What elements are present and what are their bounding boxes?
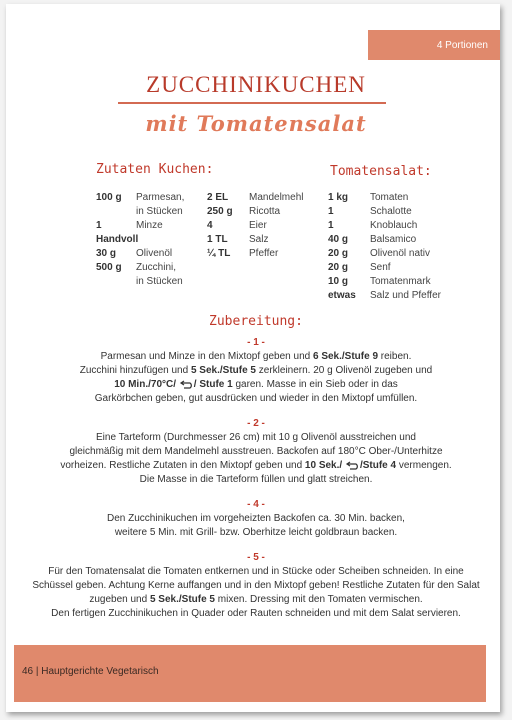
ingredient-row [328, 275, 441, 289]
recipe-title: ZUCCHINIKUCHEN [146, 72, 366, 97]
step-text: Die Masse in die Tarteform füllen und glatt streichen. [139, 474, 373, 485]
ingredient-amount: 20 g [328, 262, 349, 273]
ingredient-row [328, 247, 441, 261]
step-text: Den fertigen Zucchinikuchen in Quader oder Rauten schneiden und mit dem Salat servieren. [51, 608, 461, 619]
step-text: Eine Tarteform (Durchmesser 26 cm) mit 10 g Olivenöl ausstreichen und [96, 432, 416, 443]
step-text: weitere 5 Min. mit Grill- bzw. Oberhitze leicht goldbraun backen. [114, 527, 398, 538]
ingredient-amount: 40 g [328, 234, 349, 245]
step-text: garen. Masse in ein Sieb oder in das [232, 379, 398, 390]
ingredient-name: in Stücken [136, 276, 183, 287]
ingredient-name: Ricotta [249, 206, 281, 217]
recipe-subtitle: mit Tomatensalat [145, 111, 367, 136]
step-text: Zucchini hinzufügen und [79, 365, 191, 376]
step-text: Für den Tomatensalat die Tomaten entkernen und in Stücke oder Scheiben schneiden. In eine [48, 566, 464, 577]
ingredient-name: Senf [370, 262, 391, 273]
ingredient-name: Schalotte [370, 206, 412, 217]
step-text: Den Zucchinikuchen im vorgeheizten Backofen ca. 30 Min. backen, [107, 513, 405, 524]
ingredient-row [207, 233, 303, 247]
ingredient-row [328, 289, 441, 303]
step-text-line [0, 378, 512, 392]
preparation-heading: Zubereitung: [209, 314, 303, 329]
ingredient-row [96, 219, 184, 247]
ingredient-name: Mandelmehl [249, 192, 304, 203]
preparation-step [0, 551, 512, 621]
ingredient-name: Parmesan, [136, 192, 185, 203]
ingredient-name: Eier [249, 220, 267, 231]
step-text-line [0, 431, 512, 445]
step-number: - 5 - [247, 552, 265, 563]
ingredient-row [96, 247, 184, 261]
step-text: Garkörbchen geben, gut ausdrücken und wieder in den Mixtopf umfüllen. [94, 393, 418, 404]
step-text: vermengen. [396, 460, 452, 471]
footer-page-label: 46 | Hauptgerichte Vegetarisch [22, 666, 159, 677]
ingredient-row [328, 191, 441, 205]
ingredient-amount: 250 g [207, 206, 233, 217]
step-setting: / Stufe 1 [193, 379, 233, 390]
ingredient-name: Pfeffer [249, 248, 279, 259]
ingredient-row [207, 191, 303, 205]
ingredient-row [328, 233, 441, 247]
step-number: - 1 - [247, 337, 265, 348]
ingredient-row [328, 205, 441, 219]
ingredient-amount: 1 TL [207, 234, 228, 245]
portions-badge: 4 Portionen [368, 30, 500, 60]
cake-ingredients-heading: Zutaten Kuchen: [96, 162, 214, 177]
ingredient-name: Tomatenmark [370, 276, 431, 287]
step-text-line [0, 565, 512, 579]
step-text-line [0, 473, 512, 487]
step-text: Schüssel geben. Achtung Kerne auffangen und in den Mixtopf geben! Restliche Zutaten für den Salat [32, 580, 480, 591]
step-setting: 10 Min./70°C/ [114, 379, 179, 390]
ingredient-amount: 30 g [96, 248, 117, 259]
ingredient-row [207, 247, 303, 261]
salad-ingredients-list [328, 191, 441, 303]
ingredient-amount: 10 g [328, 276, 349, 287]
step-text-line [0, 445, 512, 459]
ingredient-name: in Stücken [136, 206, 183, 217]
step-setting: 10 Sek./ [304, 460, 345, 471]
step-text-line [0, 350, 512, 364]
ingredient-amount: 100 g [96, 192, 122, 203]
ingredient-name: Knoblauch [370, 220, 418, 231]
ingredient-row [96, 191, 184, 205]
preparation-step [0, 498, 512, 540]
ingredient-name: Olivenöl [136, 248, 173, 259]
step-text-line [0, 512, 512, 526]
step-text: vorheizen. Restliche Zutaten in den Mixtopf geben und [60, 460, 305, 471]
ingredient-name: Salz und Pfeffer [370, 290, 441, 301]
ingredient-row [96, 261, 184, 275]
step-text-line [0, 607, 512, 621]
step-text: gleichmäßig mit dem Mandelmehl ausstreuen. Backofen auf 180°C Ober-/Unterhitze [69, 446, 443, 457]
ingredient-name: Olivenöl nativ [370, 248, 431, 259]
ingredient-amount: 2 EL [207, 192, 229, 203]
ingredient-row [328, 261, 441, 275]
step-setting: 5 Sek./Stufe 5 [190, 365, 256, 376]
counter-clockwise-icon [345, 461, 360, 470]
step-text-line [0, 364, 512, 378]
ingredient-amount: 4 [207, 220, 213, 231]
preparation-step [0, 336, 512, 406]
ingredient-amount: ¼ TL [207, 248, 231, 259]
ingredient-amount: 20 g [328, 248, 349, 259]
ingredient-row [207, 219, 303, 233]
ingredient-amount: 1 [328, 206, 334, 217]
ingredient-row [96, 205, 184, 219]
ingredient-amount: 1 kg [328, 192, 349, 203]
ingredient-amount [96, 275, 136, 289]
ingredient-name: Balsamico [370, 234, 417, 245]
ingredient-row [328, 219, 441, 233]
ingredient-amount: 1 Handvoll [96, 220, 139, 245]
step-setting: 6 Sek./Stufe 9 [312, 351, 379, 362]
step-text: zerkleinern. 20 g Olivenöl zugeben und [255, 365, 433, 376]
step-number: - 2 - [247, 418, 265, 429]
step-text-line [0, 526, 512, 540]
ingredient-name: Zucchini, [136, 262, 177, 273]
ingredient-name: Salz [249, 234, 269, 245]
preparation-step [0, 417, 512, 487]
step-text: Parmesan und Minze in den Mixtopf geben und [100, 351, 313, 362]
step-text: reiben. [378, 351, 412, 362]
step-setting: /Stufe 4 [359, 460, 397, 471]
salad-ingredients-heading: Tomatensalat: [330, 164, 432, 179]
step-text-line [0, 579, 512, 593]
ingredient-row [96, 275, 184, 289]
step-setting: 5 Sek./Stufe 5 [149, 594, 215, 605]
ingredient-name: Minze [136, 220, 163, 231]
ingredient-amount [96, 205, 136, 219]
ingredient-amount: 500 g [96, 262, 122, 273]
step-text-line [0, 593, 512, 607]
cake-ingredients-col1 [96, 191, 184, 289]
step-text: zugeben und [89, 594, 150, 605]
ingredient-name: Tomaten [370, 192, 409, 203]
step-text: mixen. Dressing mit den Tomaten vermischen. [214, 594, 423, 605]
ingredient-row [207, 205, 303, 219]
preparation-steps [0, 336, 512, 632]
title-divider [118, 102, 386, 104]
ingredient-amount: 1 [328, 220, 334, 231]
step-number: - 4 - [247, 499, 265, 510]
step-text-line [0, 459, 512, 473]
cake-ingredients-col2 [207, 191, 303, 261]
counter-clockwise-icon [179, 380, 194, 389]
ingredient-amount: etwas [328, 290, 356, 301]
step-text-line [0, 392, 512, 406]
